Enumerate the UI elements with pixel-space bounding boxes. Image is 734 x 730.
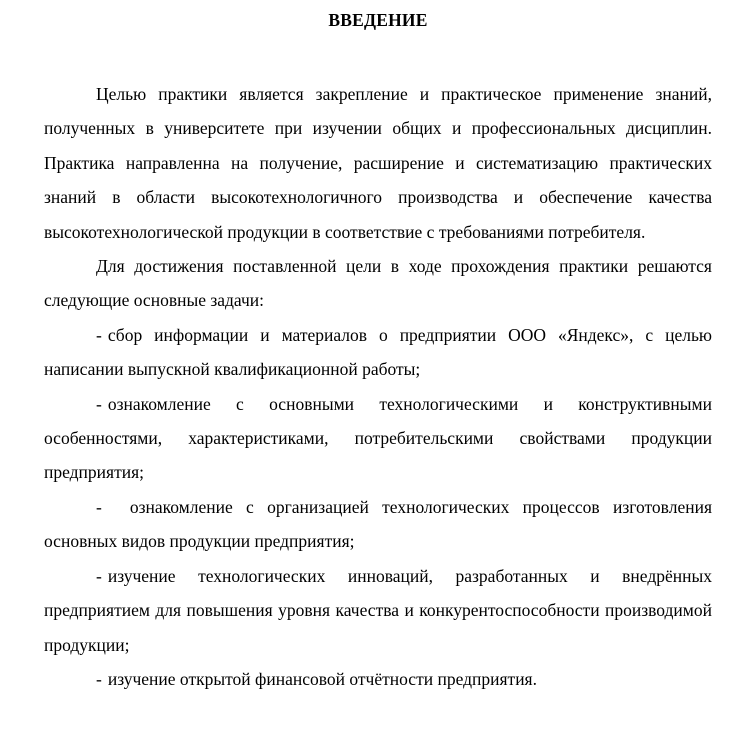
task-dash: - <box>96 393 102 414</box>
task-text: ознакомление с организацией технологических процессов изготовления основных видов продукции предприятия; <box>44 496 712 552</box>
task-item <box>44 387 712 490</box>
intro-paragraph: Целью практики является закрепление и практическое применение знаний, полученных в университете при изучении общих и профессиональных дисциплин. Практика направленна на получение, расширение и систематизацию практических знаний в области высокотехнологичного производства и обеспечение качества высокотехнологической продукции в соответствие с требованиями потребителя. <box>44 84 712 242</box>
task-item <box>44 559 712 662</box>
page-title: ВВЕДЕНИЕ <box>328 10 428 30</box>
task-item <box>44 318 712 387</box>
task-dash: - <box>96 565 102 586</box>
task-dash: - <box>96 668 102 689</box>
document-page <box>44 8 712 696</box>
task-item <box>44 662 712 696</box>
task-item <box>44 490 712 559</box>
task-dash: - <box>96 496 102 517</box>
task-text: ознакомление с основными технологическими и конструктивными особенностями, характеристиками, потребительскими свойствами продукции предприятия; <box>44 393 712 483</box>
task-text: сбор информации и материалов о предприятии ООО «Яндекс», с целью написании выпускной квалификационной работы; <box>44 324 712 380</box>
task-text: изучение открытой финансовой отчётности предприятия. <box>107 668 537 689</box>
tasks-intro-paragraph: Для достижения поставленной цели в ходе прохождения практики решаются следующие основные задачи: <box>44 256 712 311</box>
task-dash: - <box>96 324 102 345</box>
task-text: изучение технологических инноваций, разработанных и внедрённых предприятием для повышения уровня качества и конкурентоспособности производимой продукции; <box>44 565 712 655</box>
